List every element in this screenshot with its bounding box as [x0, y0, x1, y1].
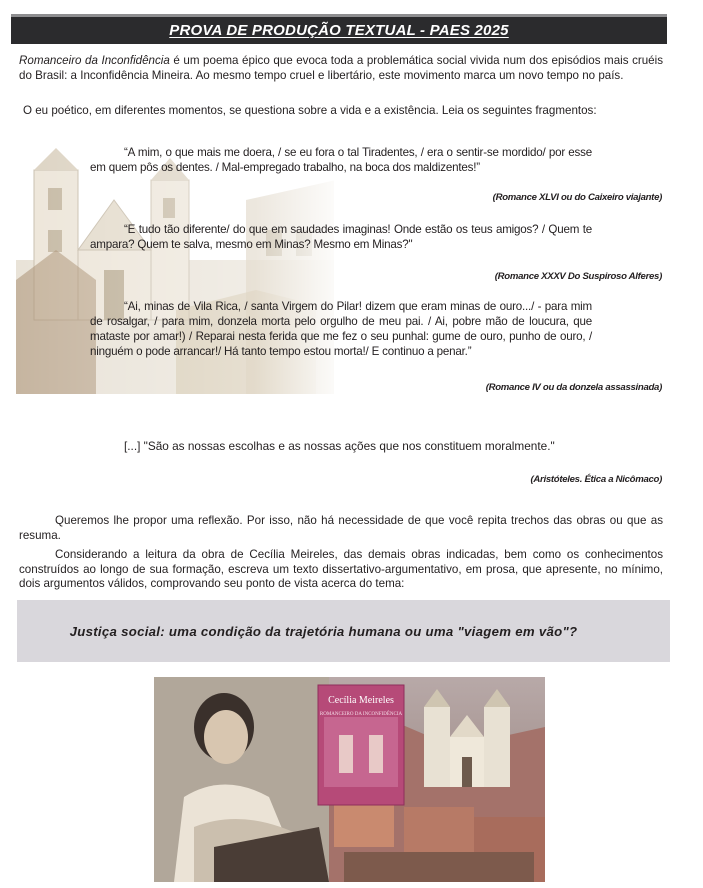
fragment-source-3: (Romance IV ou da donzela assassinada) [485, 382, 662, 393]
intro-text: é um poema épico que evoca toda a problemática social vivida num dos episódios mais cruéis do Brasil: a Inconfidência Mineira. Ao mesmo tempo cruel e libertário, este movimento marca um novo tempo no país. [19, 54, 664, 82]
book-author: Cecília Meireles [328, 695, 394, 706]
intro-paragraph [19, 54, 663, 83]
theme-text: Justiça social: uma condição da trajetória humana ou uma "viagem em vão"? [69, 623, 578, 639]
fragment-quote-1: “A mim, o que mais me doera, / se eu fora o tal Tiradentes, / era o sentir-se mordido/ por esse em quem pôs os dentes. / Mal-empregado trabalho, na boca dos maldizentes!” [90, 146, 592, 174]
instruction-paragraph-1: Queremos lhe propor uma reflexão. Por isso, não há necessidade de que você repita trechos das obras ou que as resuma. [19, 514, 663, 542]
header-bar [11, 14, 667, 44]
fragment-quote-2: “E tudo tão diferente/ do que em saudades imaginas! Onde estão os teus amigos? / Quem te ampara? Quem te salva, mesmo em Minas? Mesmo em Minas?" [90, 223, 592, 251]
fragment-source-2: (Romance XXXV Do Suspiroso Alferes) [494, 271, 662, 282]
theme-box [17, 600, 670, 662]
fragment-source-1: (Romance XLVI ou do Caixeiro viajante) [492, 192, 662, 203]
aristotle-quote: [...] "São as nossas escolhas e as nossas ações que nos constituem moralmente." [124, 439, 555, 453]
cecilia-meireles-collage-photo [154, 677, 545, 882]
instruction-paragraph-2: Considerando a leitura da obra de Cecília Meireles, das demais obras indicadas, bem como os conhecimentos construídos ao longo de sua formação, escreva um texto dissertativo-argumentativo, em prosa, que apresente, no mínimo, dois argumentos válidos, comprovando seu ponto de vista acerca do tema: [19, 548, 663, 591]
work-title: Romanceiro da Inconfidência [19, 54, 170, 67]
book-cover [318, 685, 404, 805]
page-title: PROVA DE PRODUÇÃO TEXTUAL - PAES 2025 [169, 22, 509, 39]
aristotle-source: (Aristóteles. Ética a Nicômaco) [530, 474, 662, 485]
book-title: ROMANCEIRO DA INCONFIDÊNCIA [319, 712, 403, 717]
intro-second-paragraph: O eu poético, em diferentes momentos, se questiona sobre a vida e a existência. Leia os seguintes fragmentos: [23, 104, 597, 117]
fragment-quote-3: “Ai, minas de Vila Rica, / santa Virgem do Pilar! dizem que eram minas de ouro.../ - para mim de rosalgar, / para mim, donzela morta pelo orgulho de meu pai. / Ai, pobre mão de loucura, que mataste por amar!) / Reparai nesta ferida que me fez o seu punhal: gume de ouro, punho de ouro, / ninguém o pode arrancar!/ Há tanto tempo estou morta!/ E continuo a penar.” [90, 300, 592, 358]
